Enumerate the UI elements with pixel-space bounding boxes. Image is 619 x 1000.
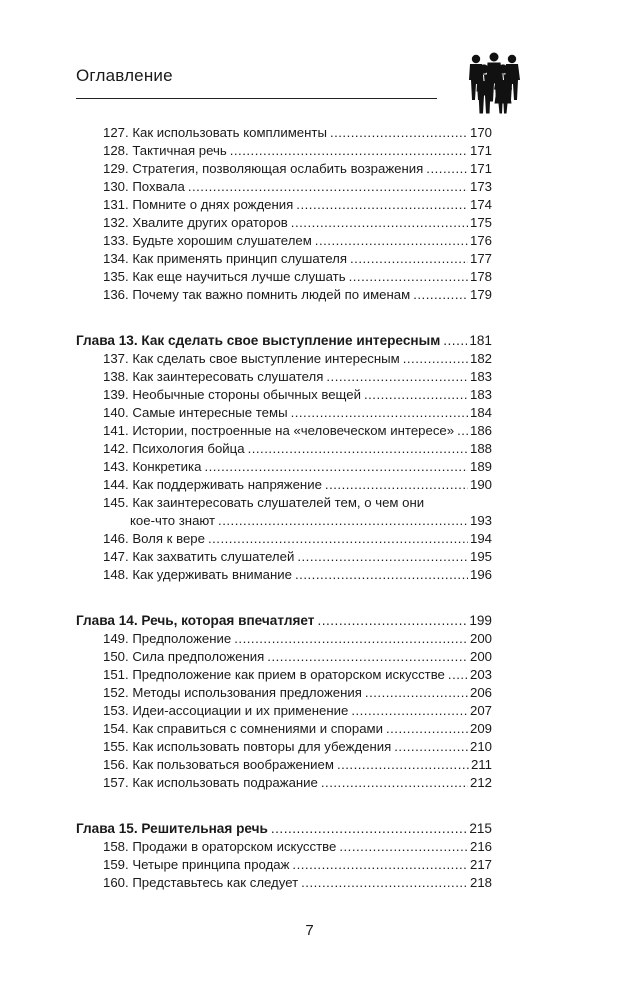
page-header-title: Оглавление xyxy=(76,66,173,85)
toc-entry xyxy=(76,179,492,197)
dot-leader xyxy=(457,423,468,438)
toc-page-number: 203 xyxy=(469,667,492,682)
header-rule xyxy=(76,98,437,99)
toc-entry-title: 139. Необычные стороны обычных вещей xyxy=(103,387,361,402)
toc-entry-title: кое-что знают xyxy=(130,513,216,528)
toc-page-number: 176 xyxy=(469,233,492,248)
toc-entry-title: 135. Как еще научиться лучше слушать xyxy=(103,269,346,284)
toc-entry xyxy=(76,269,492,287)
toc-entry xyxy=(76,775,492,793)
dot-leader xyxy=(317,613,467,628)
dot-leader xyxy=(337,757,469,772)
toc-entry xyxy=(76,721,492,739)
toc-entry-title: 156. Как пользоваться воображением xyxy=(103,757,334,772)
toc-entry-title: Глава 15. Решительная речь xyxy=(76,821,268,836)
toc-page-number: 190 xyxy=(469,477,492,492)
toc-entry xyxy=(76,531,492,549)
dot-leader xyxy=(321,775,468,790)
toc-entry-title: 147. Как захватить слушателей xyxy=(103,549,295,564)
toc-page-number: 194 xyxy=(469,531,492,546)
toc-entry xyxy=(76,567,492,585)
toc-chapter-heading xyxy=(76,613,492,631)
toc-entry-title: Глава 14. Речь, которая впечатляет xyxy=(76,613,315,628)
toc-chapter-heading xyxy=(76,821,492,839)
toc-entry-title: 148. Как удерживать внимание xyxy=(103,567,293,582)
toc-entry xyxy=(76,703,492,721)
toc-entry xyxy=(76,649,492,667)
toc-entry xyxy=(76,631,492,649)
dot-leader xyxy=(291,405,468,420)
toc-page-number: 186 xyxy=(469,423,492,438)
toc-page-number: 200 xyxy=(469,631,492,646)
toc-entry xyxy=(76,839,492,857)
toc-entry-title: 129. Стратегия, позволяющая ослабить возражения xyxy=(103,161,424,176)
toc-page-number: 175 xyxy=(469,215,492,230)
toc-entry xyxy=(76,685,492,703)
toc-entry xyxy=(76,287,492,305)
toc-entry xyxy=(76,477,492,495)
toc-page-number: 218 xyxy=(469,875,492,890)
toc-entry xyxy=(76,161,492,179)
toc-entry-title: 159. Четыре принципа продаж xyxy=(103,857,290,872)
toc-entry xyxy=(76,459,492,477)
dot-leader xyxy=(350,251,468,266)
dot-leader xyxy=(271,821,467,836)
toc-entry-title: 133. Будьте хорошим слушателем xyxy=(103,233,312,248)
toc-page-number: 184 xyxy=(469,405,492,420)
toc-page-number: 195 xyxy=(469,549,492,564)
toc-entry-title: 154. Как справиться с сомнениями и спорами xyxy=(103,721,383,736)
dot-leader xyxy=(218,513,468,528)
toc-page-number: 181 xyxy=(469,333,492,348)
toc-entry-title: 142. Психология бойца xyxy=(103,441,245,456)
toc-entry xyxy=(76,215,492,233)
toc-entry-title: 160. Представьтесь как следует xyxy=(103,875,299,890)
toc-entry xyxy=(76,387,492,405)
toc-entry xyxy=(76,441,492,459)
dot-leader xyxy=(267,649,468,664)
dot-leader xyxy=(413,287,468,302)
toc-entry-title: 137. Как сделать свое выступление интересным xyxy=(103,351,400,366)
toc-entry-title: 138. Как заинтересовать слушателя xyxy=(103,369,324,384)
toc-entry-title: 130. Похвала xyxy=(103,179,185,194)
toc-entry xyxy=(76,405,492,423)
toc-entry-title: 151. Предположение как прием в ораторском искусстве xyxy=(103,667,445,682)
toc-entry xyxy=(76,667,492,685)
section-gap xyxy=(76,793,492,821)
toc-page-number: 196 xyxy=(469,567,492,582)
dot-leader xyxy=(230,143,468,158)
toc-entry xyxy=(76,351,492,369)
toc-entry-title: 157. Как использовать подражание xyxy=(103,775,318,790)
toc-chapter-heading xyxy=(76,333,492,351)
dot-leader xyxy=(297,549,468,564)
toc-page-number: 171 xyxy=(469,143,492,158)
toc-page-number: 200 xyxy=(469,649,492,664)
dot-leader xyxy=(301,875,468,890)
toc-entry-title: 134. Как применять принцип слушателя xyxy=(103,251,348,266)
toc-page-number: 193 xyxy=(469,513,492,528)
dot-leader xyxy=(448,667,468,682)
toc-page-number: 174 xyxy=(469,197,492,212)
toc-entry-title: 131. Помните о днях рождения xyxy=(103,197,294,212)
toc-page-number: 179 xyxy=(469,287,492,302)
toc-page-number: 183 xyxy=(469,387,492,402)
dot-leader xyxy=(248,441,468,456)
toc-entry-title: 141. Истории, построенные на «человеческом интересе» xyxy=(103,423,455,438)
dot-leader xyxy=(315,233,468,248)
toc-page-number: 207 xyxy=(469,703,492,718)
toc-entry-title: 144. Как поддерживать напряжение xyxy=(103,477,322,492)
toc-entry xyxy=(76,739,492,757)
toc-entry xyxy=(76,233,492,251)
toc-page-number: 173 xyxy=(469,179,492,194)
toc-entry xyxy=(76,549,492,567)
toc-entry xyxy=(76,875,492,893)
toc-entry-title: 146. Воля к вере xyxy=(103,531,205,546)
dot-leader xyxy=(292,857,468,872)
business-people-silhouettes-icon xyxy=(462,50,526,116)
dot-leader xyxy=(365,685,468,700)
dot-leader xyxy=(295,567,468,582)
toc-entry xyxy=(76,369,492,387)
toc-page-number: 209 xyxy=(469,721,492,736)
dot-leader xyxy=(326,369,468,384)
toc-page-number: 217 xyxy=(469,857,492,872)
toc-entry-title: Глава 13. Как сделать свое выступление интересным xyxy=(76,333,441,348)
dot-leader xyxy=(349,269,468,284)
toc-entry-title: 136. Почему так важно помнить людей по именам xyxy=(103,287,411,302)
toc-entry-title: 127. Как использовать комплименты xyxy=(103,125,327,140)
toc-page-number: 183 xyxy=(469,369,492,384)
toc-entry-title: 158. Продажи в ораторском искусстве xyxy=(103,839,337,854)
toc-entry xyxy=(76,143,492,161)
toc-page-number: 210 xyxy=(469,739,492,754)
dot-leader xyxy=(204,459,468,474)
dot-leader xyxy=(339,839,468,854)
toc-entry xyxy=(76,495,492,513)
toc-entry xyxy=(76,197,492,215)
toc-entry xyxy=(76,757,492,775)
toc-page-number: 182 xyxy=(469,351,492,366)
dot-leader xyxy=(234,631,468,646)
toc-entry-title: 145. Как заинтересовать слушателей тем, о чем они xyxy=(103,495,425,510)
toc-entry-title: 128. Тактичная речь xyxy=(103,143,227,158)
table-of-contents xyxy=(76,125,492,893)
dot-leader xyxy=(325,477,468,492)
toc-entry-title: 149. Предположение xyxy=(103,631,232,646)
toc-page-number: 178 xyxy=(469,269,492,284)
toc-entry-continuation xyxy=(76,513,492,531)
dot-leader xyxy=(364,387,468,402)
toc-entry-title: 155. Как использовать повторы для убеждения xyxy=(103,739,392,754)
toc-page-number: 170 xyxy=(469,125,492,140)
toc-entry-title: 150. Сила предположения xyxy=(103,649,265,664)
dot-leader xyxy=(403,351,468,366)
toc-page-number: 189 xyxy=(469,459,492,474)
toc-page-number: 211 xyxy=(470,757,492,772)
dot-leader xyxy=(330,125,468,140)
toc-page-number: 212 xyxy=(469,775,492,790)
toc-entry-title: 140. Самые интересные темы xyxy=(103,405,288,420)
toc-entry-title: 132. Хвалите других ораторов xyxy=(103,215,288,230)
toc-entry-title: 152. Методы использования предложения xyxy=(103,685,362,700)
toc-page-number: 199 xyxy=(469,613,492,628)
dot-leader xyxy=(291,215,468,230)
section-gap xyxy=(76,585,492,613)
toc-page-number: 177 xyxy=(469,251,492,266)
dot-leader xyxy=(296,197,468,212)
dot-leader xyxy=(188,179,468,194)
toc-entry xyxy=(76,251,492,269)
toc-page-number: 171 xyxy=(469,161,492,176)
toc-entry xyxy=(76,125,492,143)
dot-leader xyxy=(208,531,468,546)
dot-leader xyxy=(394,739,468,754)
dot-leader xyxy=(443,333,467,348)
dot-leader xyxy=(426,161,468,176)
dot-leader xyxy=(386,721,468,736)
toc-page-number: 216 xyxy=(469,839,492,854)
toc-entry-title: 153. Идеи-ассоциации и их применение xyxy=(103,703,349,718)
toc-entry xyxy=(76,423,492,441)
section-gap xyxy=(76,305,492,333)
dot-leader xyxy=(351,703,468,718)
toc-entry-title: 143. Конкретика xyxy=(103,459,202,474)
page-number: 7 xyxy=(305,922,314,939)
toc-page-number: 188 xyxy=(469,441,492,456)
toc-entry xyxy=(76,857,492,875)
toc-page-number: 206 xyxy=(469,685,492,700)
toc-page-number: 215 xyxy=(469,821,492,836)
